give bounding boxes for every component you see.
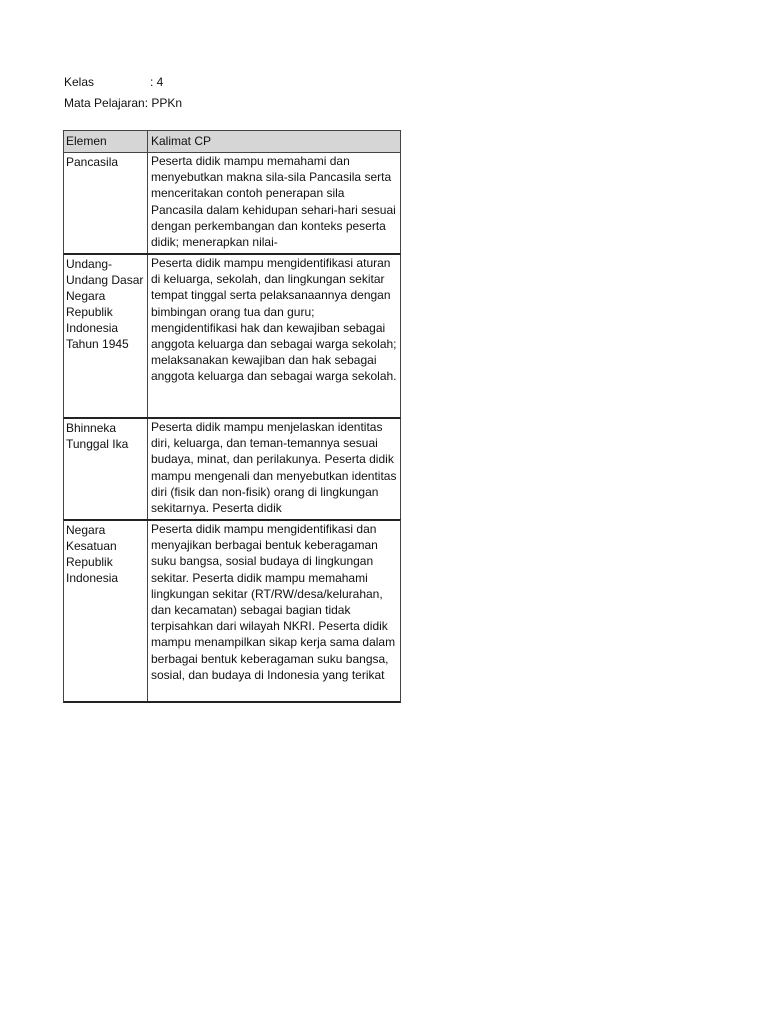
- mapel-line: [64, 95, 182, 111]
- column-header-kalimat-cp: Kalimat CP: [151, 134, 212, 148]
- mapel-value: PPKn: [151, 96, 183, 110]
- cp-table: [63, 130, 401, 703]
- kelas-line: [64, 74, 163, 90]
- table-row: [63, 519, 401, 703]
- cell-kalimat-cp: Peserta didik mampu mengidentifikasi aturan di keluarga, sekolah, dan lingkungan sekitar tempat tinggal serta pelaksanaannya dengan bimbingan orang tua dan guru; mengidentifikasi hak dan kewajiban sebagai anggota keluarga dan sebagai warga sekolah; melaksanakan kewajiban dan hak sebagai anggota keluarga dan sebagai warga sekolah.: [151, 256, 397, 384]
- cell-kalimat-cp: Peserta didik mampu menjelaskan identitas diri, keluarga, dan teman-temannya sesuai budaya, minat, dan perilakunya. Peserta didik mampu mengenali dan menyebutkan identitas diri (fisik dan non-fisik) orang di lingkungan sekitarnya. Peserta didik: [151, 420, 397, 516]
- cell-elemen: Pancasila: [64, 153, 148, 253]
- table-header-row: [63, 130, 401, 153]
- cell-kalimat-cp: Peserta didik mampu memahami dan menyebutkan makna sila-sila Pancasila serta menceritakan contoh penerapan sila Pancasila dalam kehidupan sehari-hari sesuai dengan perkembangan dan konteks peserta didik; menerapkan nilai-: [151, 154, 396, 250]
- cell-kalimat-cp: Peserta didik mampu mengidentifikasi dan menyajikan berbagai bentuk keberagaman suku bangsa, sosial budaya di lingkungan sekitar. Peserta didik mampu memahami lingkungan sekitar (RT/RW/desa/kelurahan, dan kecamatan) sebagai bagian tidak terpisahkan dari wilayah NKRI. Peserta didik mampu menampilkan sikap kerja sama dalam berbagai bentuk keberagaman suku bangsa, sosial, dan budaya di Indonesia yang terikat: [151, 522, 396, 682]
- table-row: [63, 419, 401, 521]
- kelas-label: Kelas: [64, 75, 95, 89]
- cell-elemen: Bhinneka Tunggal Ika: [64, 419, 148, 521]
- cell-elemen: Undang-Undang Dasar Negara Republik Indonesia Tahun 1945: [64, 255, 148, 417]
- table-row: [63, 153, 401, 255]
- kelas-value: : 4: [150, 75, 164, 89]
- cell-elemen: Negara Kesatuan Republik Indonesia: [64, 521, 148, 701]
- table-row: [63, 255, 401, 419]
- mapel-label: Mata Pelajaran:: [64, 96, 149, 110]
- column-header-elemen: Elemen: [64, 131, 148, 152]
